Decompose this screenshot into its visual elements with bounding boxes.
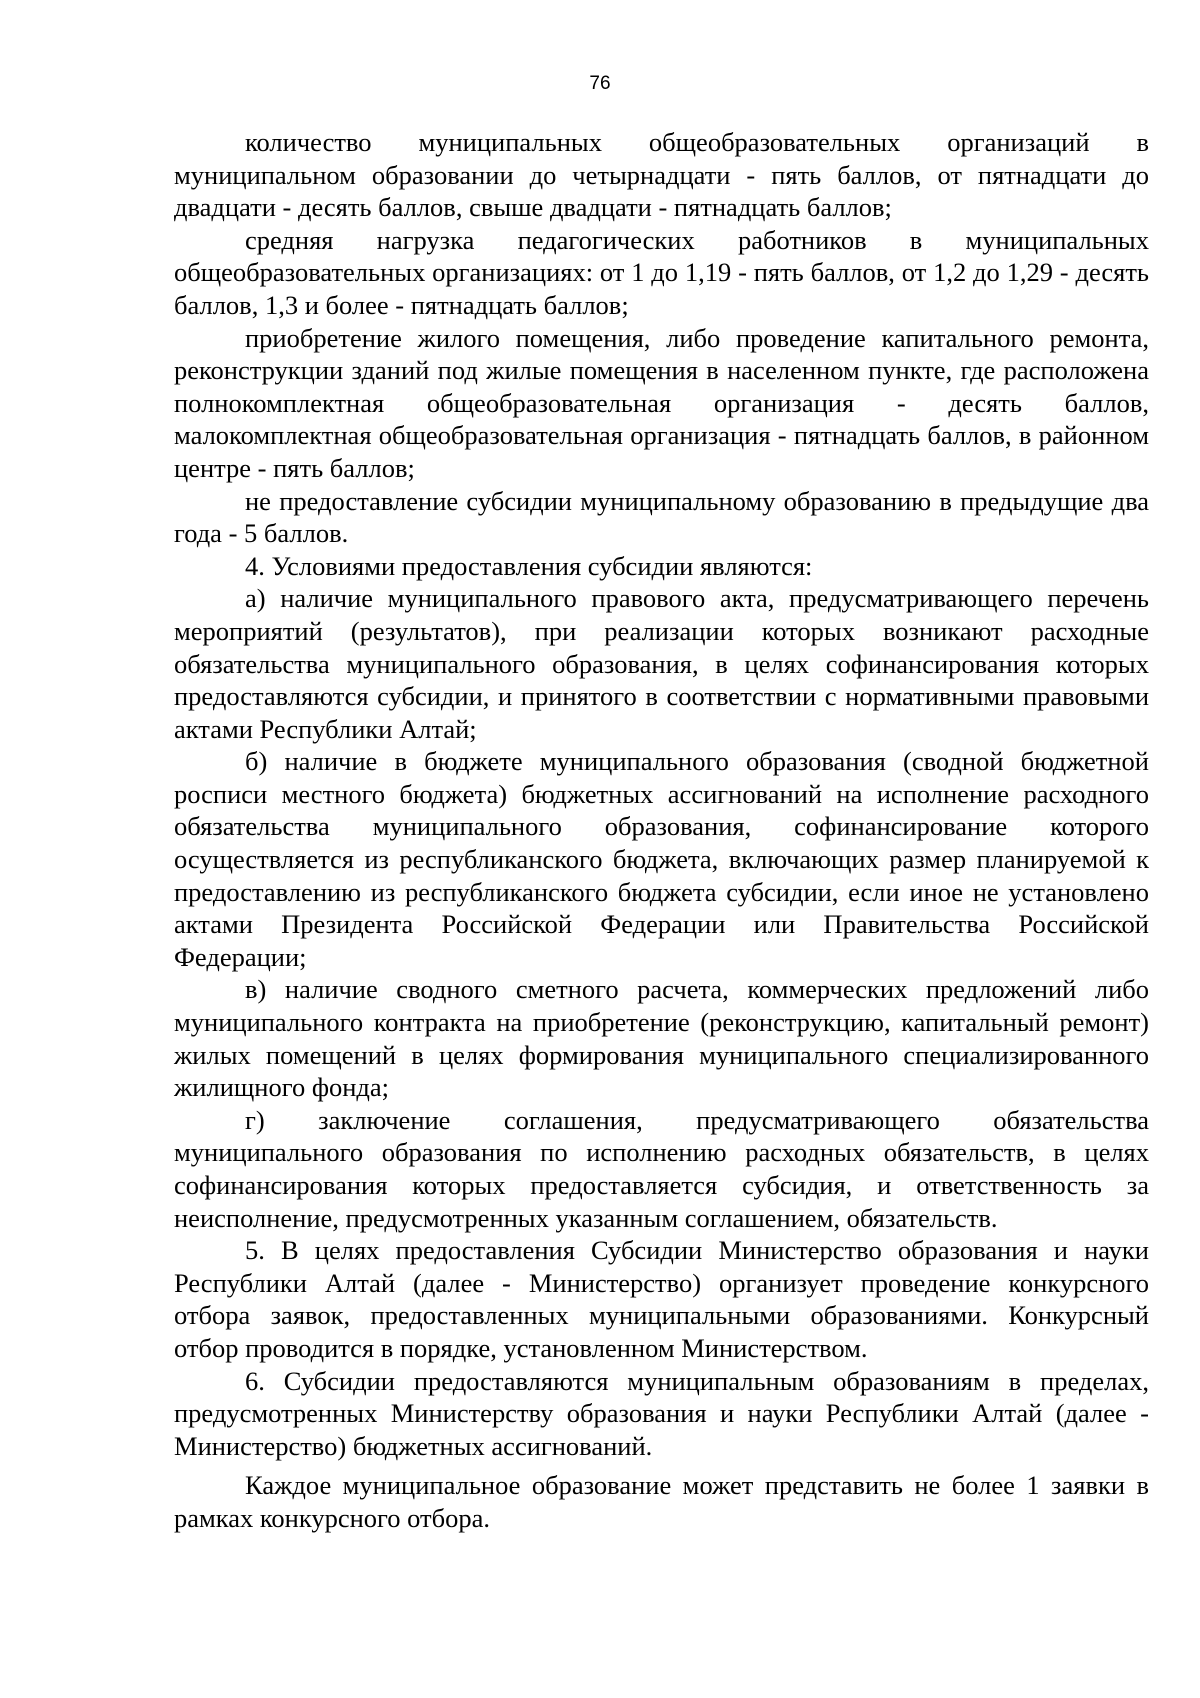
document-body	[174, 126, 1149, 1535]
paragraph-condition-v: в) наличие сводного сметного расчета, коммерческих предложений либо муниципального контракта на приобретение (реконструкцию, капитальный ремонт) жилых помещений в целях формирования муниципального специализированного жилищного фонда;	[174, 974, 1149, 1103]
paragraph-criterion-schools-count: количество муниципальных общеобразовательных организаций в муниципальном образовании до четырнадцати - пять баллов, от пятнадцати до двадцати - десять баллов, свыше двадцати - пятнадцать баллов;	[174, 127, 1149, 223]
paragraph-one-application: Каждое муниципальное образование может представить не более 1 заявки в рамках конкурсного отбора.	[174, 1470, 1149, 1533]
paragraph-section-6: 6. Субсидии предоставляются муниципальным образованиям в пределах, предусмотренных Министерству образования и науки Республики Алтай (далее - Министерство) бюджетных ассигнований.	[174, 1365, 1149, 1461]
paragraph-criterion-teacher-load: средняя нагрузка педагогических работников в муниципальных общеобразовательных организациях: от 1 до 1,19 - пять баллов, от 1,2 до 1,29 - десять баллов, 1,3 и более - пятнадцать баллов;	[174, 224, 1149, 320]
paragraph-condition-b: б) наличие в бюджете муниципального образования (сводной бюджетной росписи местного бюджета) бюджетных ассигнований на исполнение расходного обязательства муниципального образования, софинансирование которого осуществляется из республиканского бюджета, включающих размер планируемой к предоставлению из республиканского бюджета субсидии, если иное не установлено актами Президента Российской Федерации или Правительства Российской Федерации;	[174, 746, 1149, 972]
paragraph-condition-g: г) заключение соглашения, предусматривающего обязательства муниципального образования по исполнению расходных обязательств, в целях софинансирования которых предоставляется субсидия, и ответственность за неисполнение, предусмотренных указанным соглашением, обязательств.	[174, 1104, 1149, 1233]
paragraph-condition-a: а) наличие муниципального правового акта, предусматривающего перечень мероприятий (результатов), при реализации которых возникают расходные обязательства муниципального образования, в целях софинансирования которых предоставляются субсидии, и принятого в соответствии с нормативными правовыми актами Республики Алтай;	[174, 583, 1149, 744]
paragraph-section-4: 4. Условиями предоставления субсидии являются:	[245, 550, 813, 581]
paragraph-criterion-no-prior-subsidy: не предоставление субсидии муниципальному образованию в предыдущие два года - 5 баллов.	[174, 485, 1149, 549]
paragraph-criterion-housing: приобретение жилого помещения, либо проведение капитального ремонта, реконструкции зданий под жилые помещения в населенном пункте, где расположена полнокомплектная общеобразовательная организация - десять баллов, малокомплектная общеобразовательная организация - пятнадцать баллов, в районном центре - пять баллов;	[174, 322, 1149, 483]
page-number: 76	[589, 73, 611, 94]
paragraph-section-5: 5. В целях предоставления Субсидии Министерство образования и науки Республики Алтай (далее - Министерство) организует проведение конкурсного отбора заявок, предоставленных муниципальными образованиями. Конкурсный отбор проводится в порядке, установленном Министерством.	[174, 1235, 1149, 1363]
